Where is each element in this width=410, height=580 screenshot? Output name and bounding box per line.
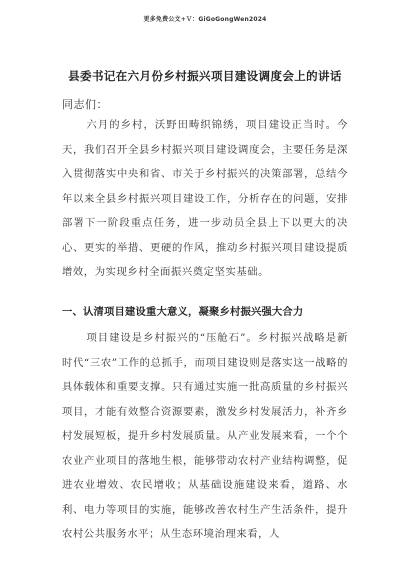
section-heading: 一、认清项目建设重大意义，凝聚乡村振兴强大合力: [62, 306, 304, 318]
document-title: 县委书记在六月份乡村振兴项目建设调度会上的讲话: [68, 69, 342, 83]
paragraph-text: 项目建设是乡村振兴的“压舱石”。乡村振兴战略是新时代“三农”工作的总抓手，而项目建设则是落实这一战略的具体载体和重要支撑。只有通过实施一批高质量的乡村振兴项目，才能有效整合资源要素，激发乡村发展活力，补齐乡村发展短板，提升乡村发展质量。从产业发展来看，一个个农业产业项目的落地生根，能够带动农村产业结构调整，促进农业增效、农民增收；从基础设施建设来看，道路、水利、电力等项目的实施，能够改善农村生产生活条件，提升农村公共服务水平；从生态环境治理来看，人: [62, 332, 348, 540]
paragraph-text: 六月的乡村，沃野田畴织锦绣，项目建设正当时。今天，我们召开全县乡村振兴项目建设调度会，主要任务是深入贯彻落实中央和省、市关于乡村振兴的决策部署，总结今年以来全县乡村振兴项目建设工作，分析存在的问题，安排部署下一阶段重点任务，进一步动员全县上下以更大的决心、更实的举措、更硬的作风，推动乡村振兴项目建设提质增效，为实现乡村全面振兴奠定坚实基础。: [62, 119, 348, 278]
body-paragraph-1: [62, 113, 348, 285]
salutation: 同志们：: [62, 98, 108, 111]
body-paragraph-2: [62, 326, 348, 547]
header-note: 更多免费公文+Ｖ：GiGoGongWen2024: [143, 16, 267, 23]
